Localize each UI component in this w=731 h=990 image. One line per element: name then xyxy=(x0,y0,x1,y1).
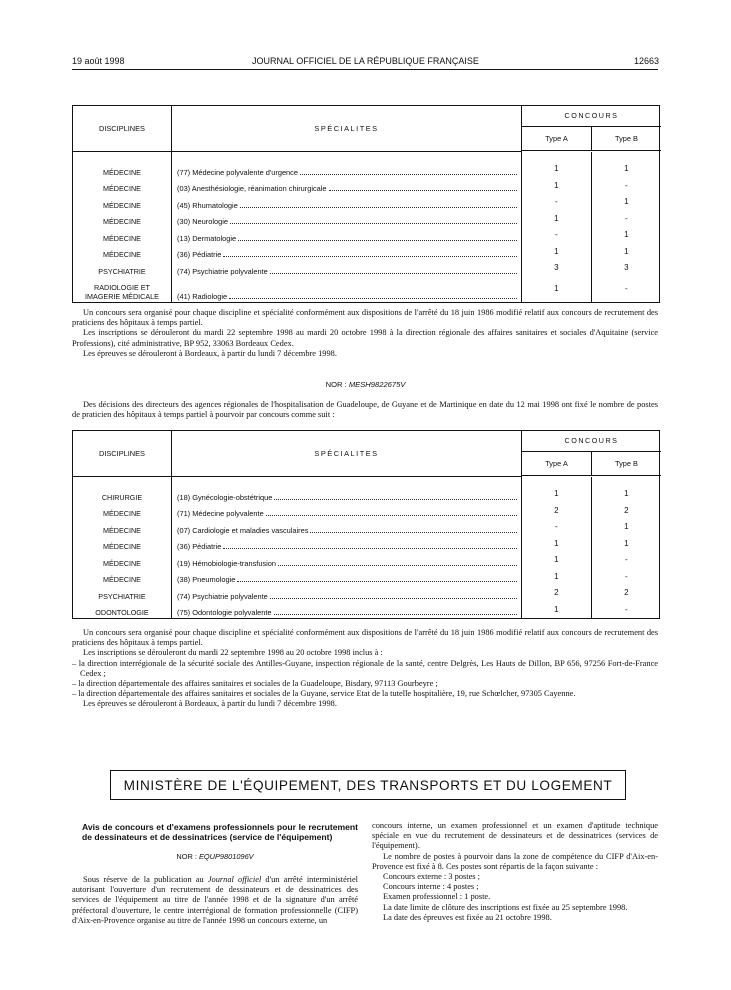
header-date: 19 août 1998 xyxy=(72,56,125,66)
text-block-3 xyxy=(72,628,658,710)
col-header-disciplines: DISCIPLINES xyxy=(73,431,172,477)
avis-column-right xyxy=(372,821,658,923)
header-rule xyxy=(72,69,658,70)
nor-code: EQUP9801096V xyxy=(198,852,254,861)
specialite-cell: (75) Odontologie polyvalente xyxy=(177,608,272,617)
list-item: Concours externe : 3 postes ; xyxy=(383,872,480,882)
specialite-cell: (07) Cardiologie et maladies vasculaires xyxy=(177,525,309,535)
list-item: Examen professionnel : 1 poste. xyxy=(383,892,491,902)
paragraph: Les épreuves se dérouleront à Bordeaux, à partir du lundi 7 décembre 1998. xyxy=(83,699,337,709)
table-row xyxy=(73,585,661,602)
type-b-cell: 1 xyxy=(624,522,629,532)
table-row xyxy=(73,260,661,277)
type-b-cell: 1 xyxy=(624,230,629,240)
type-a-cell: 1 xyxy=(522,552,592,569)
table-row xyxy=(73,211,661,228)
col-header-type-b: Type B xyxy=(614,459,638,469)
discipline-cell: MÉDECINE xyxy=(73,536,172,553)
type-a-cell: 1 xyxy=(522,602,592,619)
text-italic: Journal officiel xyxy=(207,875,262,884)
nor-reference-2 xyxy=(72,852,358,861)
table-row xyxy=(73,519,661,536)
table-row xyxy=(73,503,661,520)
table-row xyxy=(73,569,661,586)
col-header-specialites: SPÉCIALITES xyxy=(172,106,522,152)
discipline-cell: MÉDECINE xyxy=(73,194,172,211)
postes-table-2 xyxy=(72,430,660,619)
specialite-cell: (18) Gynécologie-obstétrique xyxy=(177,492,273,502)
table-row xyxy=(73,161,661,178)
paragraph: Un concours sera organisé pour chaque discipline et spécialité conformément aux dispositions de l'arrêté du 18 juin 1986 modifié relatif aux concours de recrutement des praticiens des hôpitaux à temps partiel. xyxy=(72,628,658,648)
bullet-item: – la direction départementale des affaires sanitaires et sociales de la Guyane, service Etat de la tutelle hospitalière, 19, rue Schœlcher, 97305 Cayenne. xyxy=(72,689,576,699)
type-b-cell: - xyxy=(625,571,628,581)
discipline-cell: MÉDECINE xyxy=(73,552,172,569)
type-b-cell: - xyxy=(625,284,628,293)
list-item: Concours interne : 4 postes ; xyxy=(383,882,479,892)
table-row xyxy=(73,244,661,261)
type-a-cell: 1 xyxy=(522,161,592,178)
type-a-cell: 2 xyxy=(522,585,592,602)
text-part: Sous réserve de la publication au xyxy=(83,875,208,884)
paragraph: concours interne, un examen professionnel et un examen d'aptitude technique spéciale en vue du recrutement de dessinateurs et de dessinatrices (services de l'équipement). xyxy=(372,821,658,851)
specialite-cell: (03) Anesthésiologie, réanimation chirurgicale xyxy=(177,184,327,193)
type-a-cell: 1 xyxy=(522,277,592,302)
nor-reference-1 xyxy=(0,380,731,389)
type-a-cell: 1 xyxy=(522,569,592,586)
col-header-type-a: Type A xyxy=(522,127,592,150)
specialite-cell: (38) Pneumologie xyxy=(177,575,236,584)
type-a-cell: 1 xyxy=(522,244,592,261)
col-header-type-a: Type A xyxy=(522,452,592,475)
type-b-cell: 1 xyxy=(624,489,629,499)
paragraph: La date limite de clôture des inscriptions est fixée au 25 septembre 1998. xyxy=(383,902,628,912)
discipline-cell: PSYCHIATRIE xyxy=(73,585,172,602)
specialite-cell: (71) Médecine polyvalente xyxy=(177,509,264,518)
specialite-cell: (45) Rhumatologie xyxy=(177,200,238,210)
col-header-concours: CONCOURS xyxy=(522,431,661,452)
nor-code: MESH9822675V xyxy=(348,380,406,389)
type-a-cell: - xyxy=(522,227,592,244)
discipline-cell-line2: IMAGERIE MÉDICALE xyxy=(85,291,159,301)
paragraph: Les inscriptions se dérouleront du mardi 22 septembre 1998 au 20 octobre 1998 inclus à : xyxy=(83,648,383,658)
discipline-cell-line1: RADIOLOGIE ET xyxy=(94,282,150,292)
bullet-item: – la direction départementale des affaires sanitaires et sociales de la Guadeloupe, Bisdary, 97113 Gourbeyre ; xyxy=(72,679,438,689)
type-a-cell: 1 xyxy=(522,486,592,503)
type-a-cell: 2 xyxy=(522,503,592,520)
type-b-cell: 2 xyxy=(624,588,629,598)
header-page-number: 12663 xyxy=(633,56,659,66)
table-row xyxy=(73,552,661,569)
type-b-cell: - xyxy=(625,213,628,223)
type-a-cell: - xyxy=(522,194,592,211)
avis-column-left xyxy=(72,822,358,926)
specialite-cell: (74) Psychiatrie polyvalente xyxy=(177,266,268,276)
specialite-cell: (36) Pédiatrie xyxy=(177,542,222,551)
bullet-item: – la direction interrégionale de la sécurité sociale des Antilles-Guyane, inspection régionale de la santé, centre Delgrès, Les Hauts de Dillon, BP 656, 97256 Fort-de-France Cedex ; xyxy=(72,658,658,678)
ministry-heading: MINISTÈRE DE L'ÉQUIPEMENT, DES TRANSPORTS ET DU LOGEMENT xyxy=(110,770,626,800)
type-b-cell: 3 xyxy=(624,263,629,273)
text-block-1 xyxy=(72,308,658,359)
type-a-cell: 3 xyxy=(522,260,592,277)
type-a-cell: 1 xyxy=(522,178,592,195)
specialite-cell: (13) Dermatologie xyxy=(177,233,237,243)
table-row xyxy=(73,536,661,553)
paragraph: Les épreuves se dérouleront à Bordeaux, à partir du lundi 7 décembre 1998. xyxy=(83,348,337,358)
text-part: d'un arrêté interministériel autorisant l'ouverture d'un recrutement de dessinateurs et de dessinatrices des services de l'équipement au titre de l'année 1998 et de la signature d'un arrêté préfectoral d'ouverture, le centre interrégional de formation professionnelle (CIFP) d'Aix-en-Provence organise au titre de l'année 1998 un concours externe, un xyxy=(72,875,358,925)
discipline-cell: CHIRURGIE xyxy=(73,486,172,503)
type-b-cell: 1 xyxy=(624,197,629,207)
table-row xyxy=(73,227,661,244)
type-b-cell: - xyxy=(625,180,628,190)
paragraph: Des décisions des directeurs des agences régionales de l'hospitalisation de Guadeloupe, de Guyane et de Martinique en date du 12 mai 1998 ont fixé le nombre de postes de praticien des hôpitaux à temps partiel à pourvoir par concours comme suit : xyxy=(72,400,658,420)
type-b-cell: 1 xyxy=(624,538,629,548)
discipline-cell: MÉDECINE xyxy=(73,211,172,228)
specialite-cell: (74) Psychiatrie polyvalente xyxy=(177,591,268,601)
header-journal-title: JOURNAL OFFICIEL DE LA RÉPUBLIQUE FRANÇAISE xyxy=(252,56,479,66)
paragraph: Les inscriptions se dérouleront du mardi 22 septembre 1998 au mardi 20 octobre 1998 à la direction régionale des affaires sanitaires et sociales d'Aquitaine (service Professions), cité administrative, BP 952, 33063 Bordeaux Cedex. xyxy=(72,328,658,348)
discipline-cell: MÉDECINE xyxy=(73,503,172,520)
col-header-concours: CONCOURS xyxy=(522,106,661,127)
text-block-2 xyxy=(72,400,658,420)
paragraph: La date des épreuves est fixée au 21 octobre 1998. xyxy=(383,912,552,922)
discipline-cell: MÉDECINE xyxy=(73,569,172,586)
table-row xyxy=(73,178,661,195)
paragraph: Le nombre de postes à pourvoir dans la zone de compétence du CIFP d'Aix-en-Provence est fixé à 8. Ces postes sont répartis de la façon suivante : xyxy=(372,851,658,871)
paragraph: Un concours sera organisé pour chaque discipline et spécialité conformément aux dispositions de l'arrêté du 18 juin 1986 modifié relatif aux concours de recrutement des praticiens des hôpitaux à temps partiel. xyxy=(72,308,658,328)
specialite-cell: (19) Hémobiologie-transfusion xyxy=(177,558,277,568)
type-b-cell: 1 xyxy=(624,164,629,174)
col-header-disciplines: DISCIPLINES xyxy=(73,106,172,152)
table-row xyxy=(73,602,661,619)
discipline-cell: ODONTOLOGIE xyxy=(73,602,172,619)
specialite-cell: (41) Radiologie xyxy=(177,291,228,301)
col-header-type-b: Type B xyxy=(614,134,638,144)
type-a-cell: - xyxy=(522,519,592,536)
type-a-cell: 1 xyxy=(522,536,592,553)
type-b-cell: 1 xyxy=(624,246,629,256)
type-b-cell: - xyxy=(625,604,628,614)
specialite-cell: (77) Médecine polyvalente d'urgence xyxy=(177,167,298,177)
discipline-cell: MÉDECINE xyxy=(73,227,172,244)
nor-label: NOR : xyxy=(176,852,197,861)
postes-table-1 xyxy=(72,105,660,303)
discipline-cell: MÉDECINE xyxy=(73,178,172,195)
specialite-cell: (36) Pédiatrie xyxy=(177,250,222,259)
paragraph xyxy=(72,875,358,926)
col-header-specialites: SPÉCIALITES xyxy=(172,431,522,477)
discipline-cell: PSYCHIATRIE xyxy=(73,260,172,277)
specialite-cell: (30) Neurologie xyxy=(177,217,228,226)
avis-title: Avis de concours et d'examens professionnels pour le recrutement de dessinateurs et de dessinatrices (service de l'équipement) xyxy=(82,822,358,842)
table-row xyxy=(73,277,661,302)
table-row xyxy=(73,486,661,503)
type-b-cell: 2 xyxy=(624,505,629,515)
nor-label: NOR : xyxy=(325,380,347,389)
discipline-cell: MÉDECINE xyxy=(73,161,172,178)
discipline-cell: MÉDECINE xyxy=(73,244,172,261)
type-a-cell: 1 xyxy=(522,211,592,228)
discipline-cell: MÉDECINE xyxy=(73,519,172,536)
type-b-cell: - xyxy=(625,555,628,565)
table-row xyxy=(73,194,661,211)
